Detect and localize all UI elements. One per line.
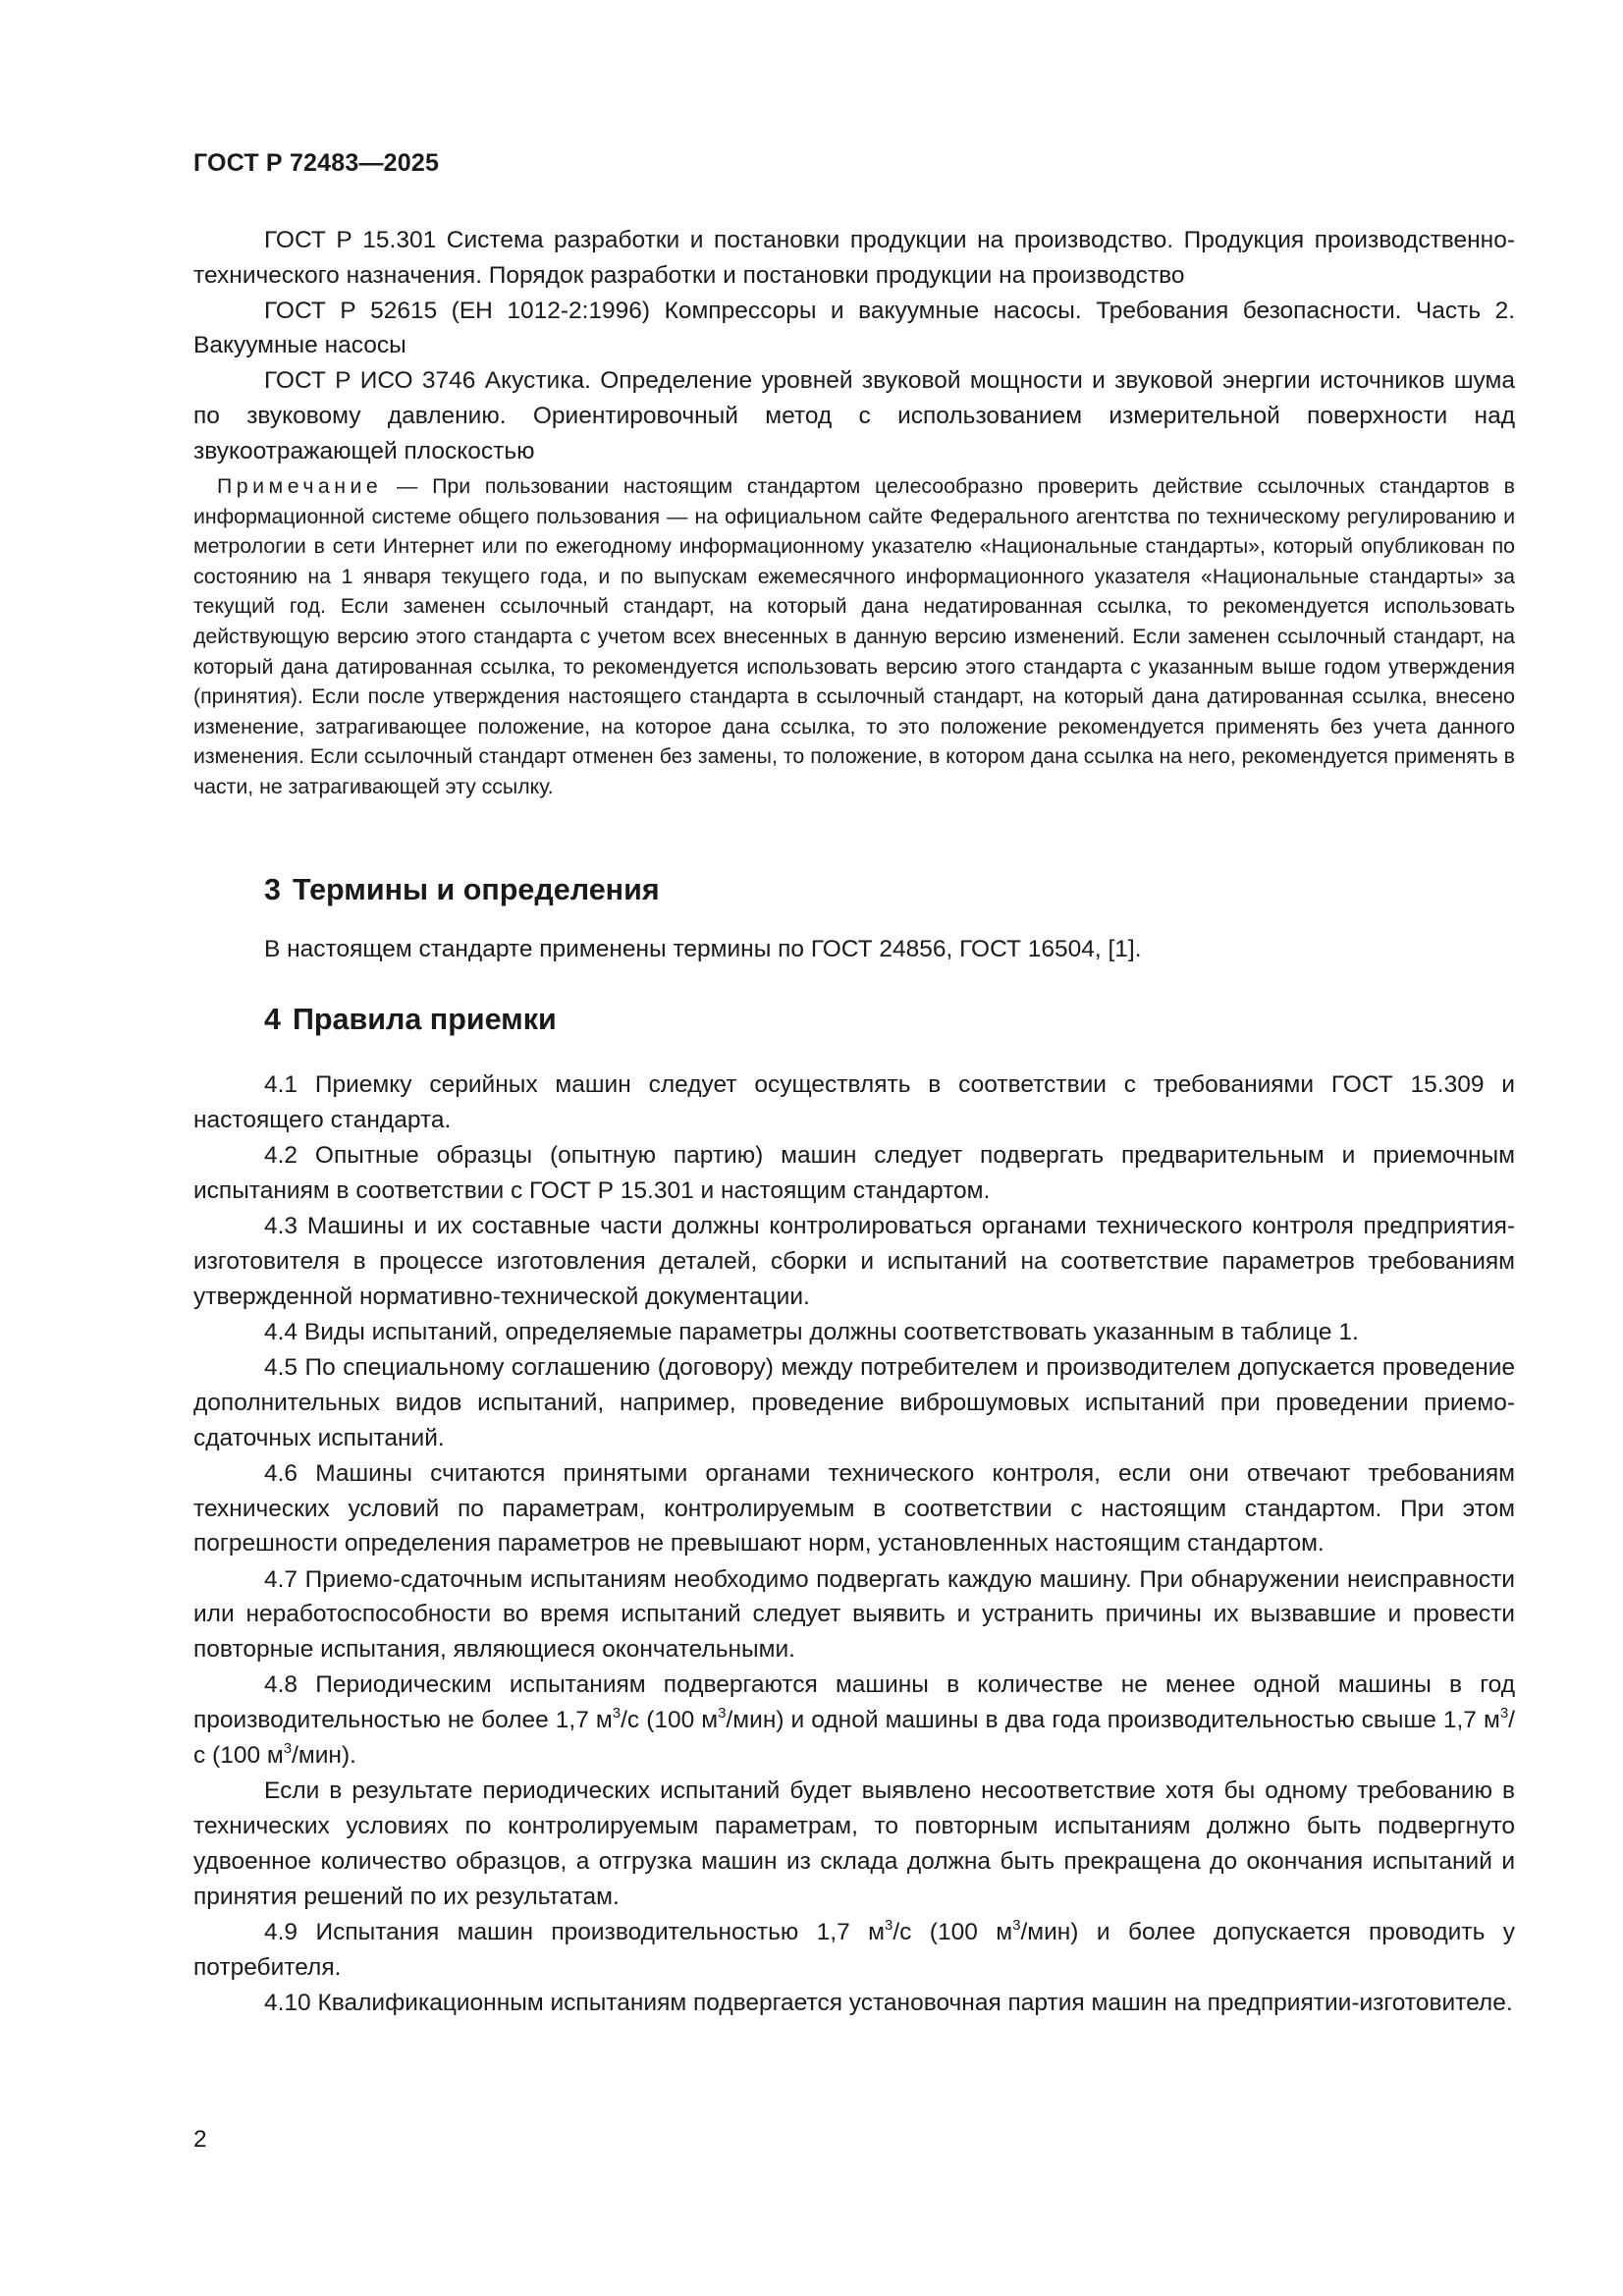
section-3-text: В настоящем стандарте применены термины по ГОСТ 24856, ГОСТ 16504, [1]. (264, 936, 1142, 962)
paragraph-4-6: 4.6 Машины считаются принятыми органами технического контроля, если они отвечают требованиям технических условий по параметрам, контролируемым в соответствии с настоящим стандартом. При этом погрешности определения параметров не превышают норм, установленных настоящим стандартом. (193, 1459, 1515, 1558)
paragraph-4-9 (193, 1915, 1515, 1986)
paragraph-4-7: 4.7 Приемо-сдаточным испытаниям необходимо подвергать каждую машину. При обнаружении неисправности или неработоспособности во время испытаний следует выявить и устранить причины их вызвавшие и провести повторные испытания, являющиеся окончательными. (193, 1565, 1515, 1664)
paragraph-4-5: 4.5 По специальному соглашению (договору) между потребителем и производителем допускается проведение дополнительных видов испытаний, например, проведение виброшумовых испытаний при проведении приемо-сдаточных испытаний. (193, 1353, 1515, 1451)
text-run: /с (100 м (621, 1707, 719, 1734)
superscript: 3 (283, 1740, 293, 1758)
note-label: Примечание (217, 474, 383, 498)
paragraph-4-3: 4.3 Машины и их составные части должны контролироваться органами технического контроля предприятия-изготовителя в процессе изготовления деталей, сборки и испытаний на соответствие параметров требованиям утвержденной нормативно-технической документации. (193, 1212, 1515, 1310)
text-run: /мин) и одной машины в два года производительностью свыше 1,7 м (726, 1707, 1500, 1734)
superscript: 3 (612, 1705, 622, 1722)
paragraph-4-8-continued: Если в результате периодических испытаний будет выявлено несоответствие хотя бы одному требованию в технических условиях по контролируемым параметрам, то повторным испытаниям должно быть подвергнуто удвоенное количество образцов, а отгрузка машин из склада должна быть прекращена до окончания испытаний и принятия решений по их результатам. (193, 1777, 1515, 1910)
reference-item: ГОСТ Р 52615 (ЕН 1012-2:1996) Компрессоры и вакуумные насосы. Требования безопасности. Часть 2. Вакуумные насосы (193, 297, 1515, 359)
normative-references (193, 223, 1515, 469)
reference-item: ГОСТ Р 15.301 Система разработки и постановки продукции на производство. Продукция производственно-технического назначения. Порядок разработки и постановки продукции на производство (193, 227, 1515, 289)
superscript: 3 (884, 1916, 893, 1934)
text-run: /с (100 м (893, 1918, 1013, 1945)
section-4-heading (264, 1003, 557, 1037)
text-run: 4.8 Периодическим испытаниям подвергаются машины в количестве не менее одной машины в год производительностью не более 1,7 м (193, 1671, 1515, 1734)
paragraph-4-1: 4.1 Приемку серийных машин следует осуществлять в соответствии с требованиями ГОСТ 15.309 и настоящего стандарта. (193, 1071, 1515, 1133)
section-title: Правила приемки (292, 1003, 557, 1036)
paragraph-4-8 (193, 1667, 1515, 1774)
superscript: 3 (718, 1705, 727, 1722)
superscript: 3 (1499, 1705, 1509, 1722)
section-number: 3 (264, 873, 281, 906)
text-run: /с (100 м (193, 1707, 1515, 1770)
text-run: 4.9 Испытания машин производительностью 1,7 м (264, 1918, 885, 1945)
note-text: — При пользовании настоящим стандартом целесообразно проверить действие ссылочных стандартов в информационной системе общего пользования — на официальном сайте Федерального агентства по техническому регулированию и метрологии в сети Интернет или по ежегодному информационному указателю «Национальные стандарты», который опубликован по состоянию на 1 января текущего года, и по выпускам ежемесячного информационного указателя «Национальные стандарты» за текущий год. Если заменен ссылочный стандарт, на который дана недатированная ссылка, то рекомендуется использовать действующую версию этого стандарта с учетом всех внесенных в данную версию изменений. Если заменен ссылочный стандарт, на который дана датированная ссылка, то рекомендуется использовать версию этого стандарта с указанным выше годом утверждения (принятия). Если после утверждения настоящего стандарта в ссылочный стандарт, на который дана датированная ссылка, внесено изменение, затрагивающее положение, на которое дана ссылка, то это положение рекомендуется применять без учета данного изменения. Если ссылочный стандарт отменен без замены, то положение, в котором дана ссылка на него, рекомендуется применять в части, не затрагивающей эту ссылку. (193, 474, 1515, 798)
note-block (193, 471, 1515, 802)
document-header: ГОСТ Р 72483—2025 (193, 149, 440, 177)
paragraph-4-2: 4.2 Опытные образцы (опытную партию) машин следует подвергать предварительным и приемочным испытаниям в соответствии с ГОСТ Р 15.301 и настоящим стандартом. (193, 1141, 1515, 1204)
section-title: Термины и определения (292, 873, 660, 906)
section-3-heading (264, 873, 660, 907)
text-run: /мин) и более допускается проводить у потребителя. (193, 1918, 1515, 1981)
section-number: 4 (264, 1003, 281, 1036)
reference-item: ГОСТ Р ИСО 3746 Акустика. Определение уровней звуковой мощности и звуковой энергии источников шума по звуковому давлению. Ориентировочный метод с использованием измерительной поверхности над звукоотражающей плоскостью (193, 367, 1515, 465)
text-run: /мин). (292, 1742, 356, 1770)
paragraph-4-10: 4.10 Квалификационным испытаниям подвергается установочная партия машин на предприятии-изготовителе. (264, 1989, 1513, 2016)
paragraph-4-4: 4.4 Виды испытаний, определяемые параметры должны соответствовать указанным в таблице 1. (264, 1318, 1359, 1345)
superscript: 3 (1012, 1916, 1021, 1934)
page-number: 2 (193, 2126, 207, 2153)
section-4-body (193, 1067, 1515, 2021)
